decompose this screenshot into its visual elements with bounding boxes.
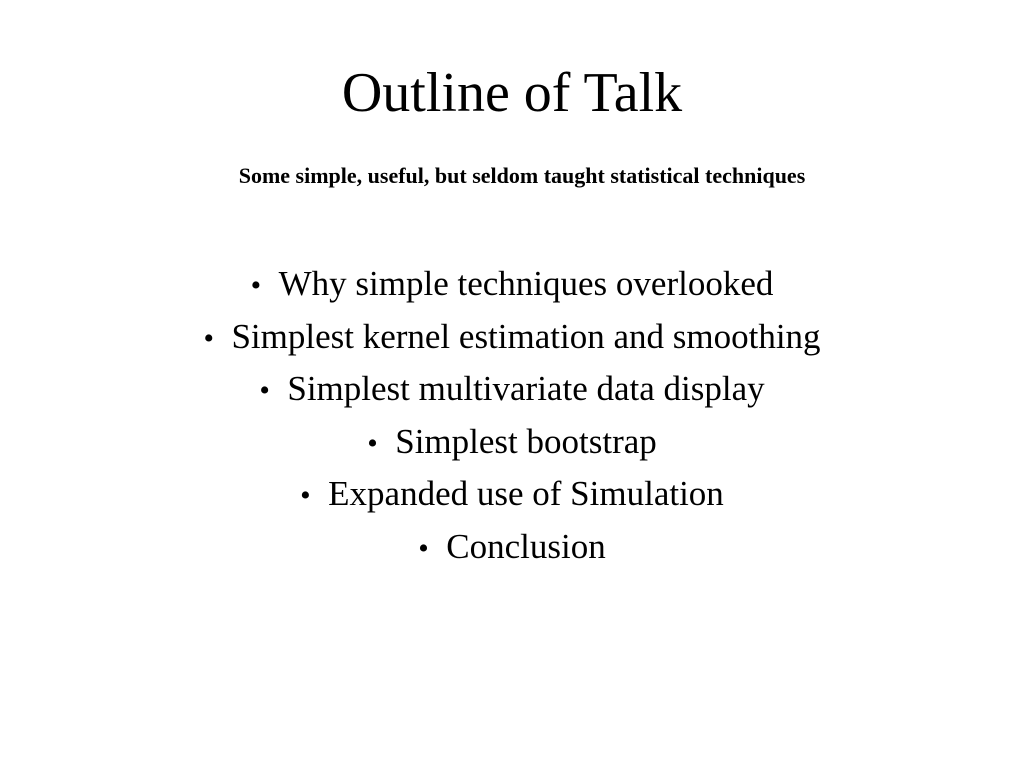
bullet-item [0,416,1024,469]
slide-title: Outline of Talk [341,62,683,124]
bullet-item [0,521,1024,574]
bullet-item [0,311,1024,364]
bullet-item [0,468,1024,521]
bullet-icon: • [418,531,429,565]
bullet-list [0,258,1024,573]
bullet-icon: • [367,426,378,460]
bullet-text: Expanded use of Simulation [328,474,724,513]
bullet-item [0,363,1024,416]
bullet-icon: • [250,269,262,302]
bullet-item [0,258,1024,311]
bullet-text: Why simple techniques overlooked [278,264,774,303]
slide-subtitle: Some simple, useful, but seldom taught statistical techniques [238,163,806,188]
bullet-icon: • [203,321,214,355]
bullet-text: Simplest kernel estimation and smoothing [231,316,821,356]
bullet-text: Conclusion [446,526,606,566]
bullet-text: Simplest multivariate data display [287,369,765,408]
bullet-icon: • [259,374,270,407]
bullet-icon: • [300,479,311,512]
bullet-text: Simplest bootstrap [395,421,657,461]
